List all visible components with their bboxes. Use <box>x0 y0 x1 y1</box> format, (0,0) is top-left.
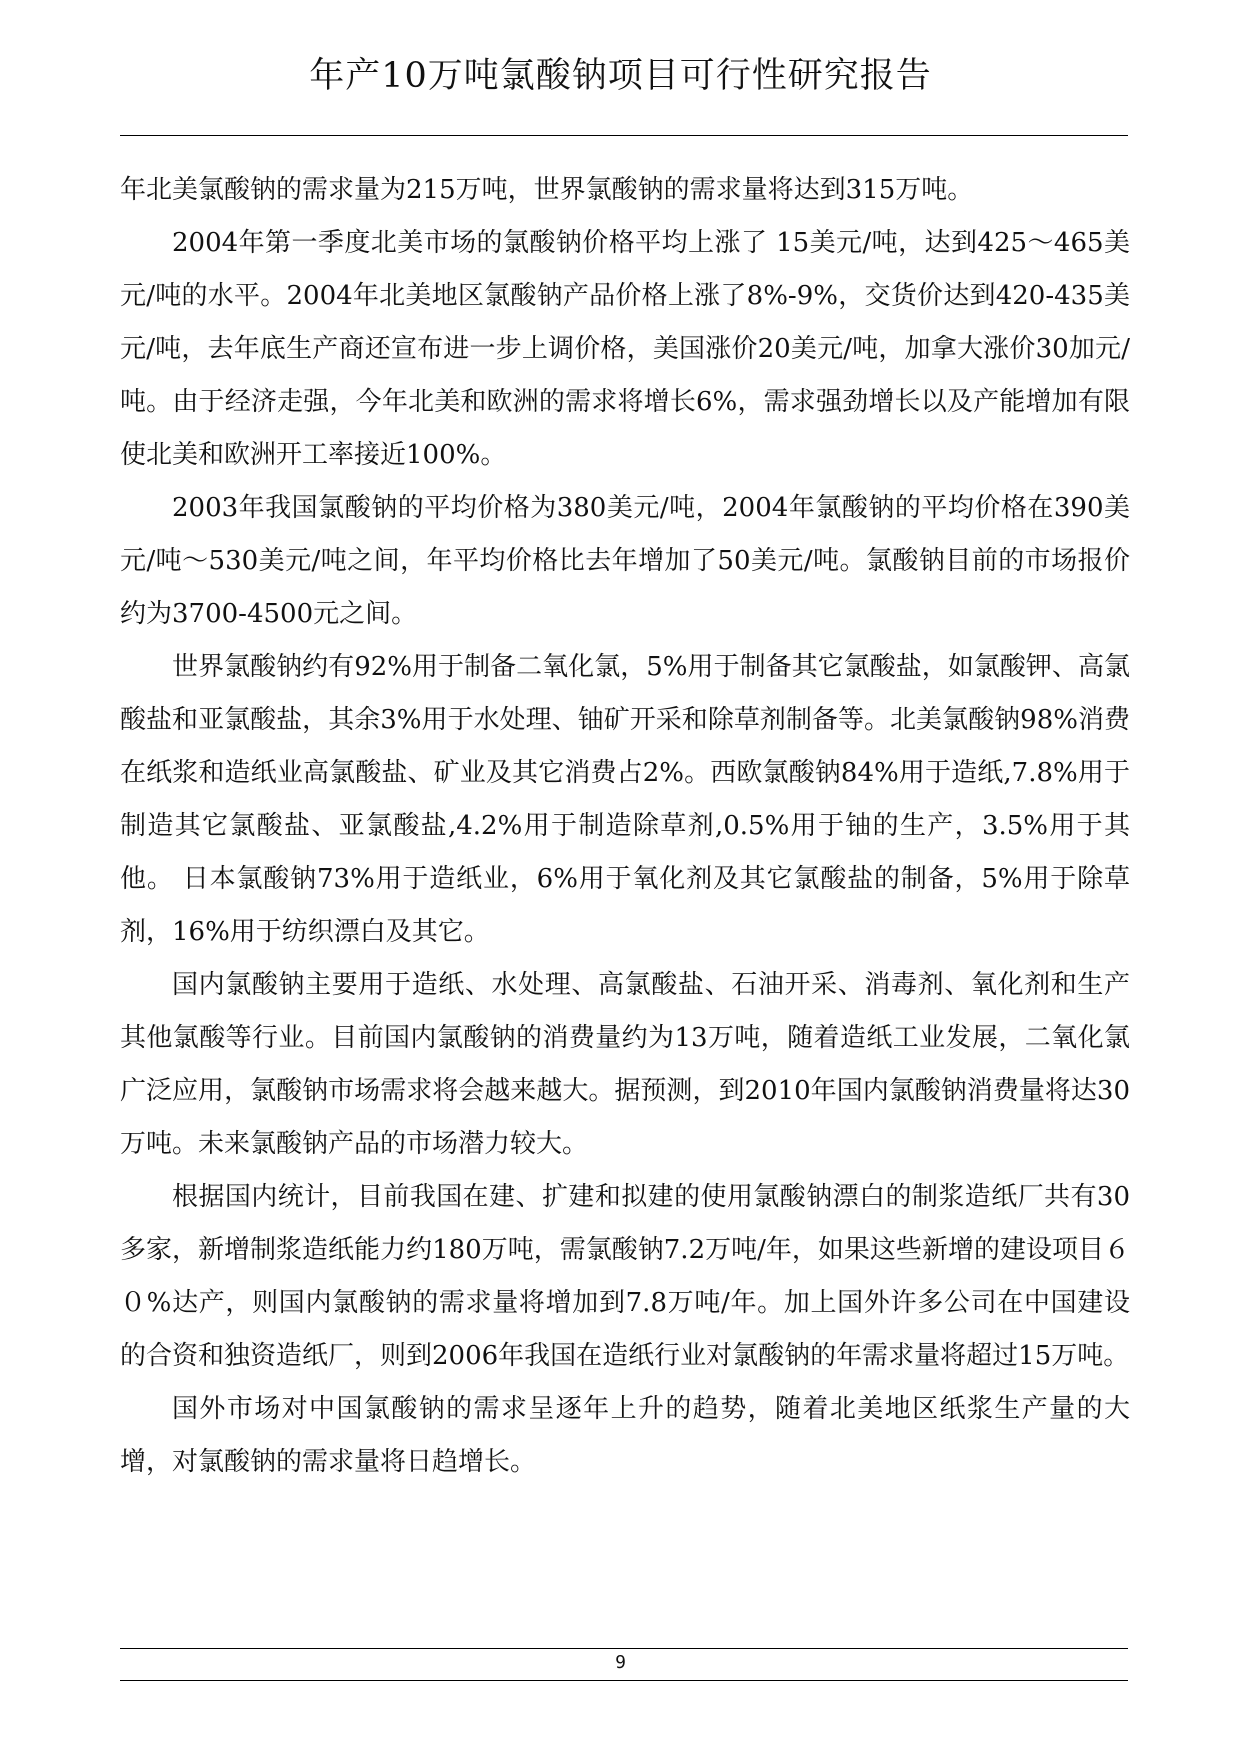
paragraph-domestic-statistics: 根据国内统计，目前我国在建、扩建和拟建的使用氯酸钠漂白的制浆造纸厂共有30多家，新增制浆造纸能力约180万吨，需氯酸钠7.2万吨/年，如果这些新增的建设项目６０%达产，则国内氯酸钠的需求量将增加到7.8万吨/年。加上国外许多公司在中国建设的合资和独资造纸厂，则到2006年我国在造纸行业对氯酸钠的年需求量将超过15万吨。 <box>120 1182 1130 1371</box>
body-text <box>120 164 1130 1489</box>
paragraph-foreign-market: 国外市场对中国氯酸钠的需求呈逐年上升的趋势，随着北美地区纸浆生产量的大增，对氯酸钠的需求量将日趋增长。 <box>120 1394 1130 1477</box>
paragraph-domestic-usage: 国内氯酸钠主要用于造纸、水处理、高氯酸盐、石油开采、消毒剂、氧化剂和生产其他氯酸等行业。目前国内氯酸钠的消费量约为13万吨，随着造纸工业发展，二氧化氯广泛应用，氯酸钠市场需求将会越来越大。据预测，到2010年国内氯酸钠消费量将达30万吨。未来氯酸钠产品的市场潜力较大。 <box>120 970 1130 1159</box>
paragraph-north-america-prices: 2004年第一季度北美市场的氯酸钠价格平均上涨了 15美元/吨，达到425～465美元/吨的水平。2004年北美地区氯酸钠产品价格上涨了8%-9%，交货价达到420-435美元/吨，去年底生产商还宣布进一步上调价格，美国涨价20美元/吨，加拿大涨价30加元/吨。由于经济走强，今年北美和欧洲的需求将增长6%，需求强劲增长以及产能增加有限使北美和欧洲开工率接近100%。 <box>120 228 1130 470</box>
footer-rule-top <box>120 1648 1128 1649</box>
page-header-title: 年产10万吨氯酸钠项目可行性研究报告 <box>309 56 932 96</box>
footer-rule-bottom <box>120 1680 1128 1681</box>
header-rule <box>120 135 1128 136</box>
paragraph-china-prices: 2003年我国氯酸钠的平均价格为380美元/吨，2004年氯酸钠的平均价格在390美元/吨～530美元/吨之间，年平均价格比去年增加了50美元/吨。氯酸钠目前的市场报价约为3700-4500元之间。 <box>120 493 1130 629</box>
page-number: 9 <box>615 1652 626 1673</box>
paragraph-world-usage: 世界氯酸钠约有92%用于制备二氧化氯，5%用于制备其它氯酸盐，如氯酸钾、高氯酸盐和亚氯酸盐，其余3%用于水处理、铀矿开采和除草剂制备等。北美氯酸钠98%消费在纸浆和造纸业高氯酸盐、矿业及其它消费占2%。西欧氯酸钠84%用于造纸,7.8%用于制造其它氯酸盐、亚氯酸盐,4.2%用于制造除草剂,0.5%用于铀的生产，3.5%用于其他。 日本氯酸钠73%用于造纸业，6%用于氧化剂及其它氯酸盐的制备，5%用于除草剂，16%用于纺织漂白及其它。 <box>120 652 1130 947</box>
paragraph-continuation: 年北美氯酸钠的需求量为215万吨，世界氯酸钠的需求量将达到315万吨。 <box>120 175 974 205</box>
